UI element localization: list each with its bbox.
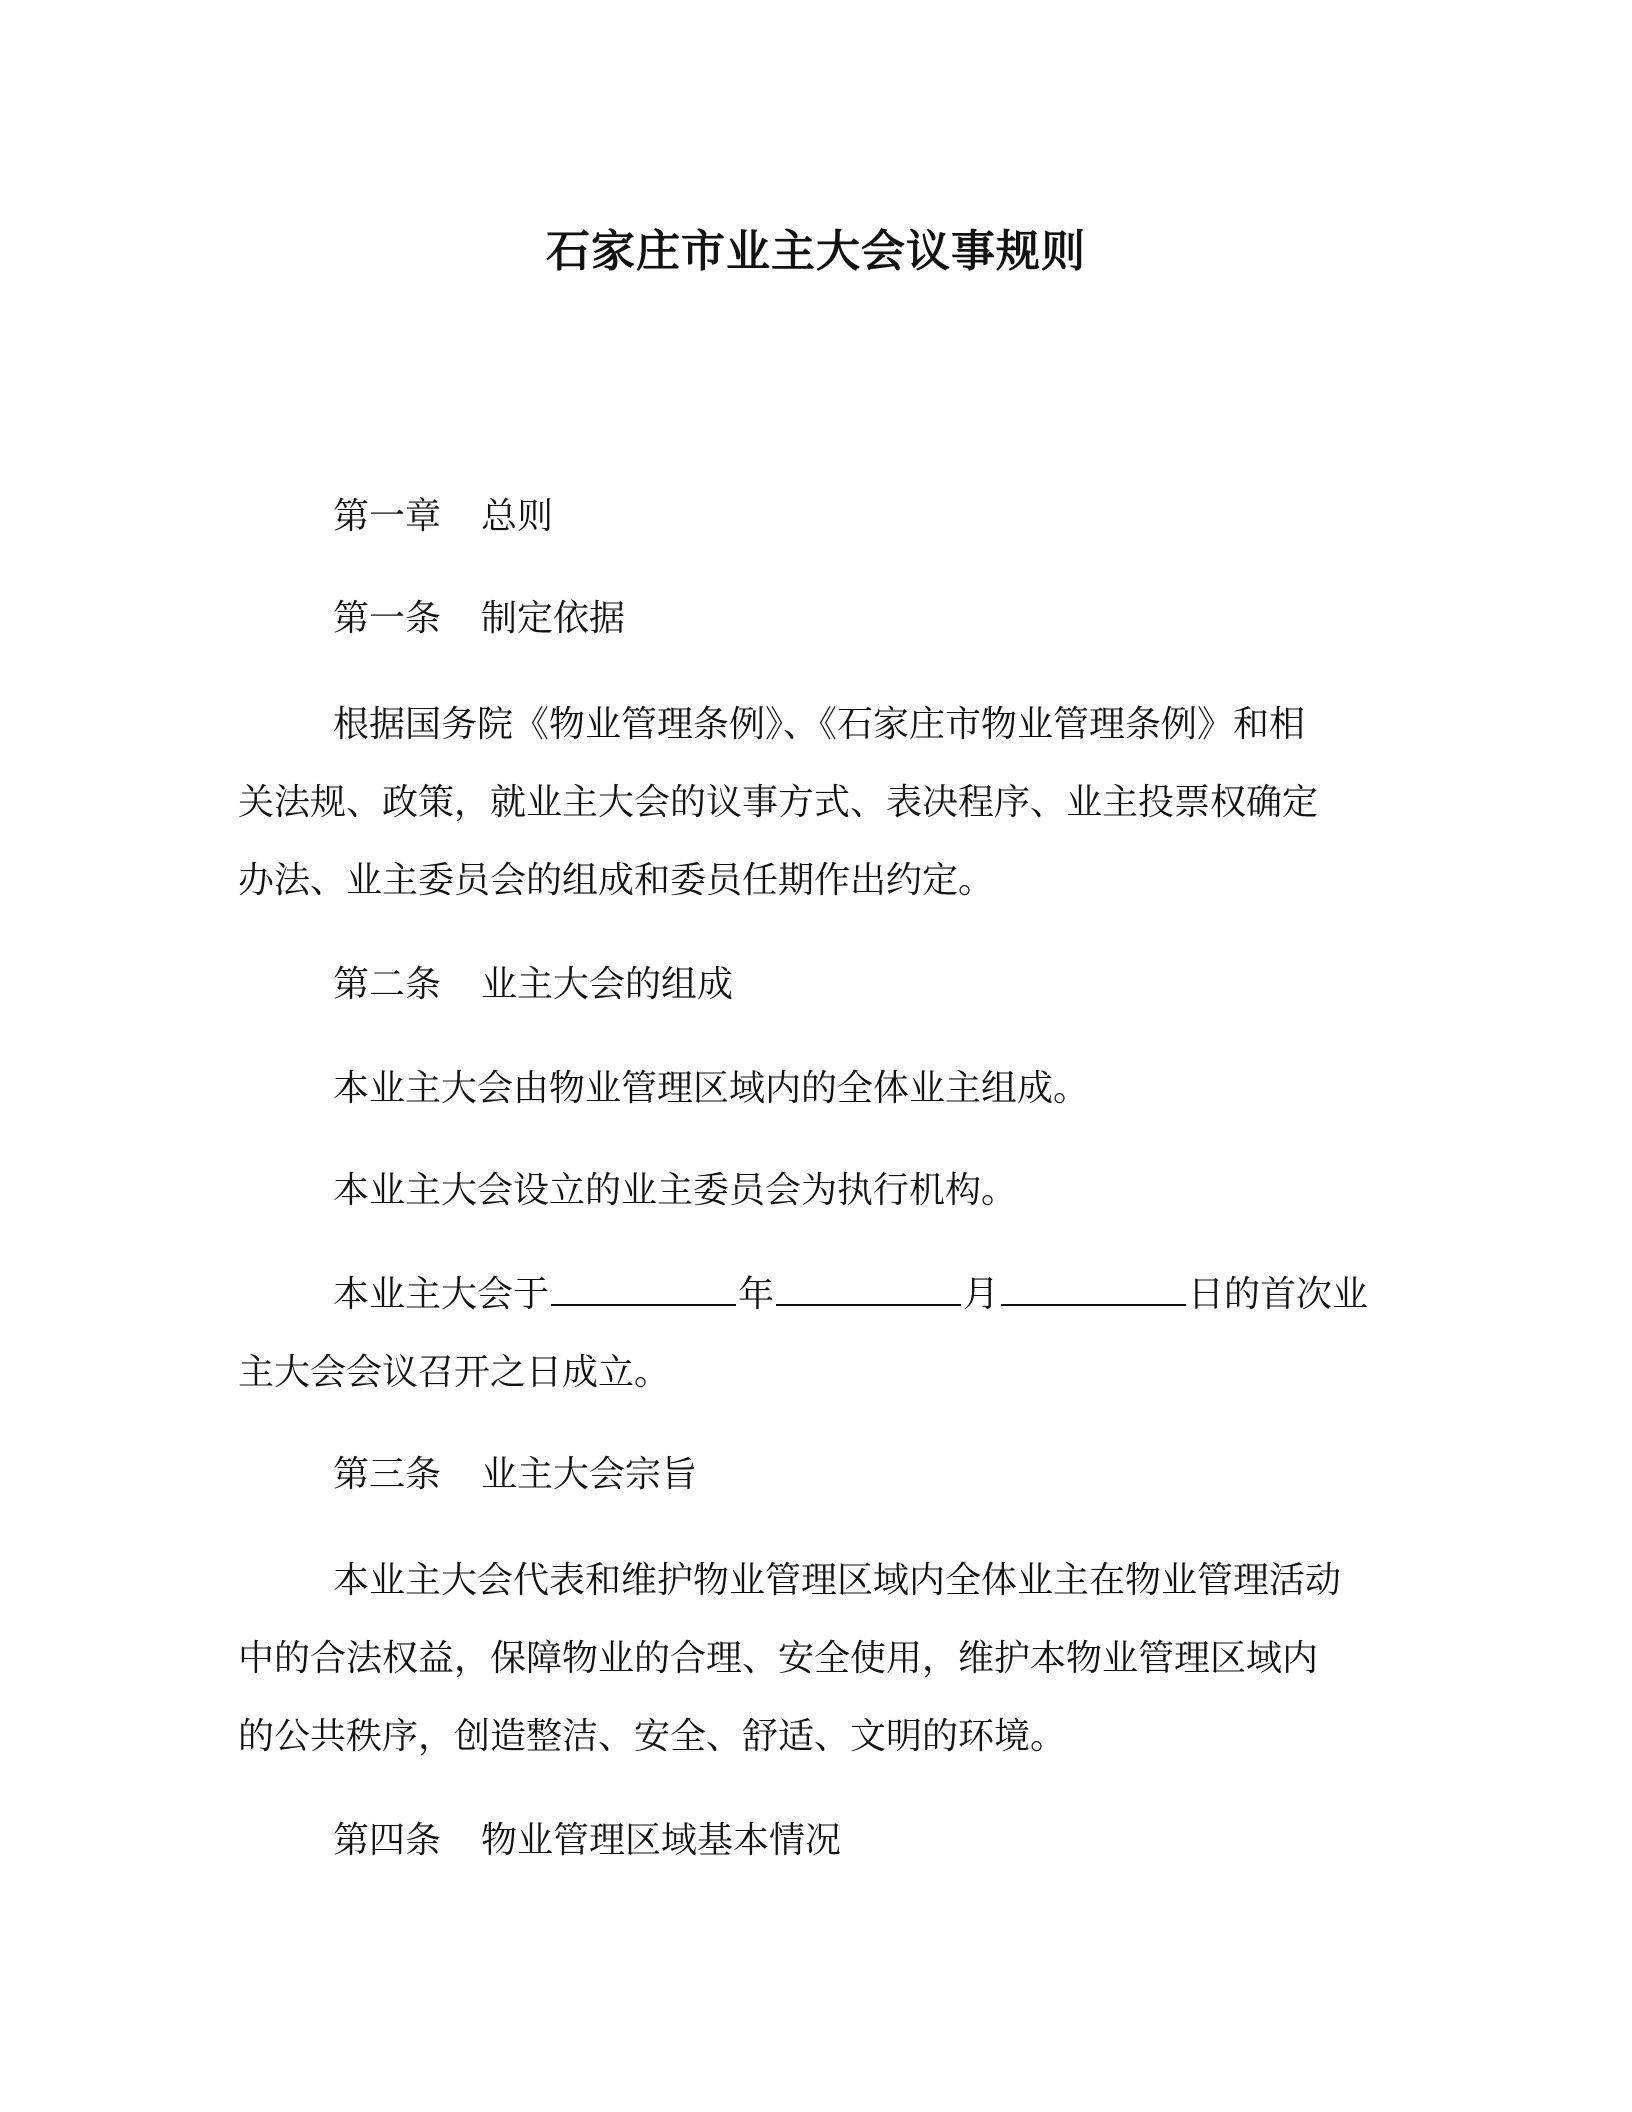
day-blank[interactable] (1001, 1270, 1186, 1306)
paragraph-line: 本业主大会代表和维护物业管理区域内全体业主在物业管理活动 (333, 1560, 1342, 1601)
article-heading (333, 1450, 697, 1500)
paragraph-line: 办法、业主委员会的组成和委员任期作出约定。 (238, 860, 995, 901)
year-blank[interactable] (551, 1270, 736, 1306)
day-suffix: 日的首次业 (1188, 1274, 1369, 1315)
chapter-name: 总则 (481, 496, 554, 537)
paragraph-line: 本业主大会由物业管理区域内的全体业主组成。 (333, 1068, 1090, 1109)
paragraph-line: 的公共秩序，创造整洁、安全、舒适、文明的环境。 (238, 1716, 1067, 1757)
article-name: 业主大会宗旨 (481, 1454, 698, 1495)
article-heading (333, 594, 625, 644)
paragraph-line: 根据国务院《物业管理条例》、《石家庄市物业管理条例》和相 (333, 704, 1306, 745)
article-label: 第四条 (333, 1820, 442, 1861)
paragraph-line: 关法规、政策，就业主大会的议事方式、表决程序、业主投票权确定 (238, 782, 1319, 823)
chapter-heading (333, 492, 553, 542)
chapter-label: 第一章 (333, 496, 442, 537)
date-prefix: 本业主大会于 (333, 1274, 550, 1315)
month-label: 月 (963, 1274, 1000, 1315)
article-heading (333, 1816, 841, 1866)
article-name: 制定依据 (481, 598, 626, 639)
paragraph-line: 主大会会议召开之日成立。 (238, 1352, 671, 1393)
article-label: 第二条 (333, 964, 442, 1005)
article-label: 第三条 (333, 1454, 442, 1495)
article-heading (333, 960, 733, 1010)
month-blank[interactable] (776, 1270, 961, 1306)
year-label: 年 (738, 1274, 775, 1315)
article-name: 业主大会的组成 (481, 964, 734, 1005)
paragraph-line: 本业主大会设立的业主委员会为执行机构。 (333, 1170, 1018, 1211)
article-label: 第一条 (333, 598, 442, 639)
paragraph-line: 中的合法权益，保障物业的合理、安全使用，维护本物业管理区域内 (238, 1638, 1319, 1679)
date-fill-line (333, 1270, 1368, 1320)
document-title: 石家庄市业主大会议事规则 (546, 226, 1086, 277)
article-name: 物业管理区域基本情况 (481, 1820, 842, 1861)
